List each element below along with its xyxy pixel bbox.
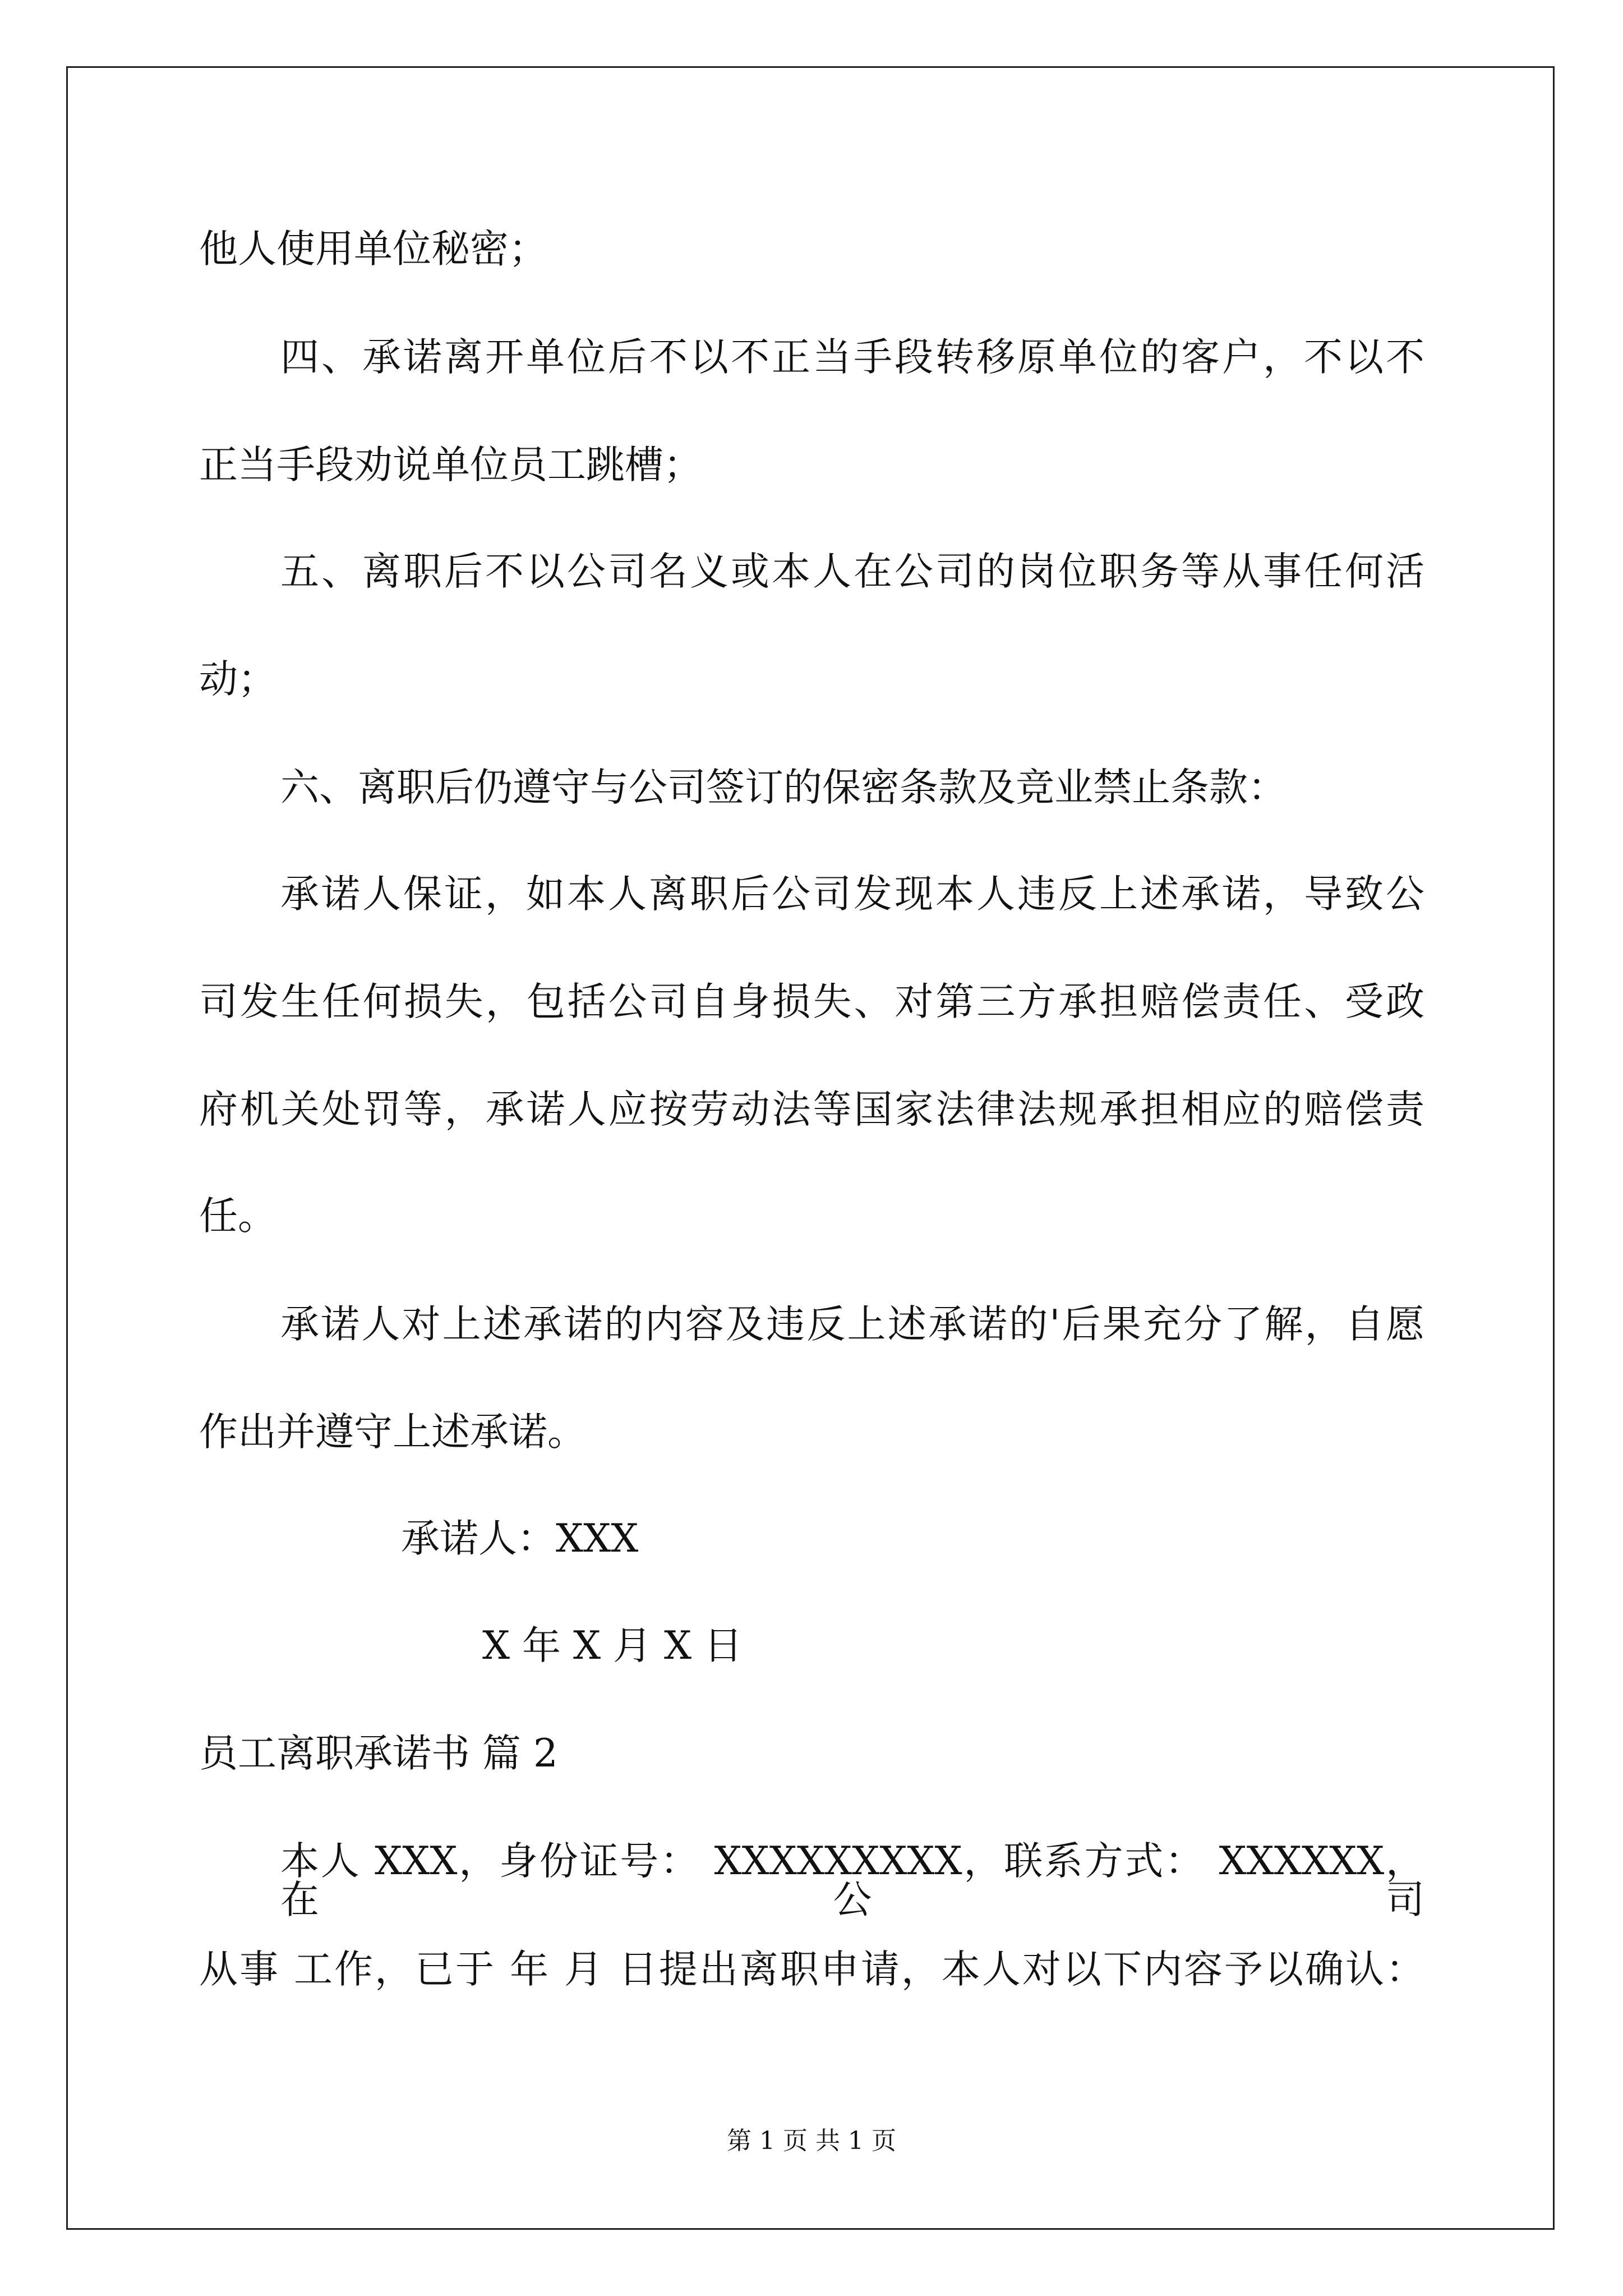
text-line-4: 五、离职后不以公司名义或本人在公司的岗位职务等从事任何活	[280, 549, 1424, 594]
text-line-9: 府机关处罚等，承诺人应按劳动法等国家法律法规承担相应的赔偿责	[199, 1087, 1424, 1132]
text-line-2: 四、承诺离开单位后不以不正当手段转移原单位的客户，不以不	[280, 335, 1424, 380]
text-line-6: 六、离职后仍遵守与公司签订的保密条款及竞业禁止条款：	[280, 765, 1287, 810]
page-footer: 第 1 页 共 1 页	[727, 2127, 896, 2155]
section-heading: 员工离职承诺书 篇 2	[199, 1731, 558, 1776]
text-line-10: 任。	[199, 1194, 276, 1239]
text-line-5: 动；	[199, 657, 276, 702]
text-line-16: 本人 XXX，身份证号： XXXXXXXXX，联系方式： XXXXXX，在公司	[280, 1839, 1424, 1922]
text-line-11: 承诺人对上述承诺的内容及违反上述承诺的'后果充分了解，自愿	[280, 1302, 1424, 1347]
text-line-12: 作出并遵守上述承诺。	[199, 1410, 586, 1455]
date-line: X 年 X 月 X 日	[482, 1623, 743, 1668]
text-line-7: 承诺人保证，如本人离职后公司发现本人违反上述承诺，导致公	[280, 872, 1424, 917]
signer-line: 承诺人：XXX	[401, 1516, 639, 1561]
text-line-17: 从事 工作，已于 年 月 日提出离职申请，本人对以下内容予以确认：	[199, 1947, 1424, 1992]
text-line-1: 他人使用单位秘密；	[199, 227, 547, 272]
text-line-8: 司发生任何损失，包括公司自身损失、对第三方承担赔偿责任、受政	[199, 979, 1424, 1024]
text-line-3: 正当手段劝说单位员工跳槽；	[199, 443, 702, 487]
